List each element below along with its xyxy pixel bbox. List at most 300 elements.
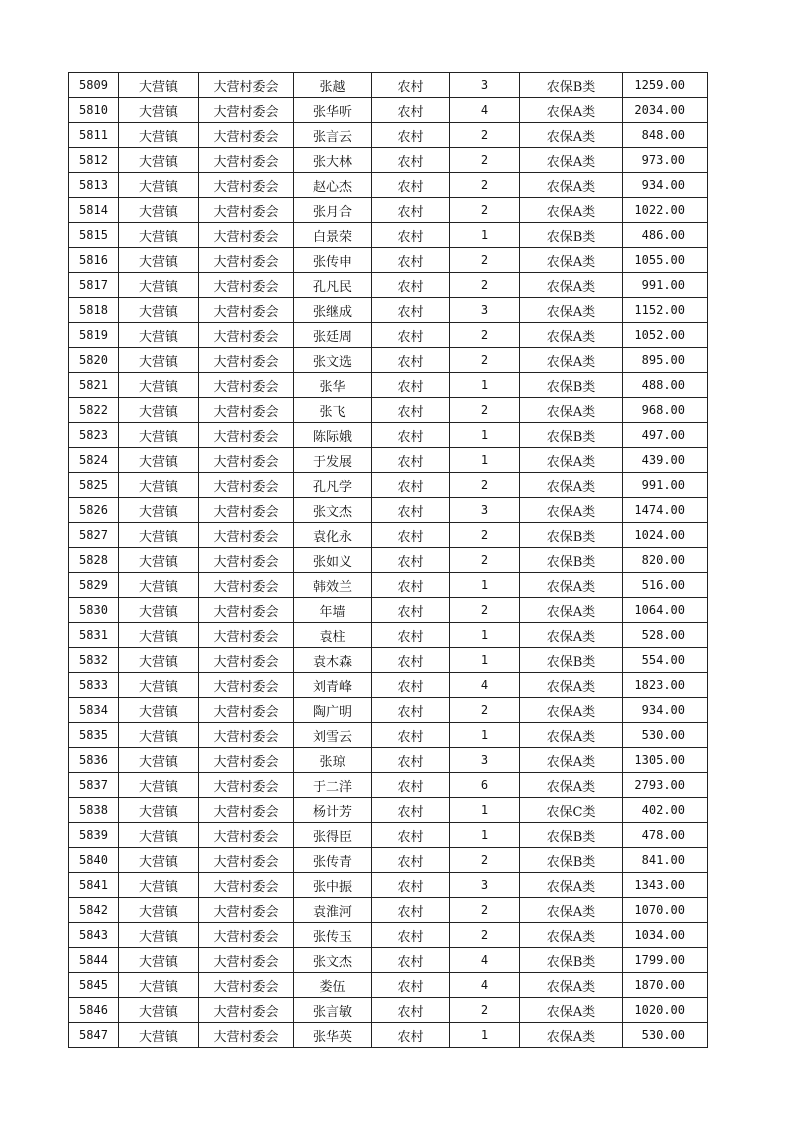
cell-type: 农村 xyxy=(372,598,450,623)
table-row xyxy=(69,223,708,248)
cell-name: 刘雪云 xyxy=(294,723,372,748)
cell-type: 农村 xyxy=(372,123,450,148)
cell-category: 农保A类 xyxy=(520,198,623,223)
cell-committee: 大营村委会 xyxy=(199,198,294,223)
cell-type: 农村 xyxy=(372,298,450,323)
cell-type: 农村 xyxy=(372,323,450,348)
cell-name: 张大林 xyxy=(294,148,372,173)
cell-count: 1 xyxy=(450,573,520,598)
cell-id: 5834 xyxy=(69,698,119,723)
cell-amount: 1799.00 xyxy=(623,948,708,973)
cell-name: 张琼 xyxy=(294,748,372,773)
cell-id: 5841 xyxy=(69,873,119,898)
table-row xyxy=(69,848,708,873)
table-row xyxy=(69,973,708,998)
table-row xyxy=(69,823,708,848)
cell-id: 5812 xyxy=(69,148,119,173)
cell-category: 农保A类 xyxy=(520,1023,623,1048)
table-row xyxy=(69,198,708,223)
table-row xyxy=(69,923,708,948)
cell-category: 农保A类 xyxy=(520,748,623,773)
cell-count: 2 xyxy=(450,523,520,548)
cell-category: 农保B类 xyxy=(520,848,623,873)
cell-category: 农保A类 xyxy=(520,148,623,173)
cell-town: 大营镇 xyxy=(119,698,199,723)
cell-committee: 大营村委会 xyxy=(199,823,294,848)
table-row xyxy=(69,523,708,548)
cell-amount: 516.00 xyxy=(623,573,708,598)
cell-committee: 大营村委会 xyxy=(199,298,294,323)
cell-amount: 841.00 xyxy=(623,848,708,873)
cell-count: 2 xyxy=(450,848,520,873)
cell-name: 张继成 xyxy=(294,298,372,323)
cell-name: 张传申 xyxy=(294,248,372,273)
table-body xyxy=(69,73,708,1048)
cell-committee: 大营村委会 xyxy=(199,798,294,823)
cell-count: 2 xyxy=(450,998,520,1023)
cell-type: 农村 xyxy=(372,773,450,798)
cell-name: 袁淮河 xyxy=(294,898,372,923)
cell-category: 农保A类 xyxy=(520,173,623,198)
cell-id: 5822 xyxy=(69,398,119,423)
cell-amount: 2793.00 xyxy=(623,773,708,798)
cell-id: 5827 xyxy=(69,523,119,548)
cell-name: 张华听 xyxy=(294,98,372,123)
cell-type: 农村 xyxy=(372,973,450,998)
cell-category: 农保B类 xyxy=(520,648,623,673)
cell-type: 农村 xyxy=(372,273,450,298)
cell-town: 大营镇 xyxy=(119,248,199,273)
cell-category: 农保A类 xyxy=(520,873,623,898)
cell-type: 农村 xyxy=(372,998,450,1023)
cell-category: 农保A类 xyxy=(520,448,623,473)
cell-count: 2 xyxy=(450,548,520,573)
cell-id: 5829 xyxy=(69,573,119,598)
cell-amount: 991.00 xyxy=(623,273,708,298)
cell-category: 农保B类 xyxy=(520,523,623,548)
cell-category: 农保A类 xyxy=(520,248,623,273)
cell-committee: 大营村委会 xyxy=(199,673,294,698)
cell-count: 3 xyxy=(450,748,520,773)
cell-name: 张华 xyxy=(294,373,372,398)
cell-committee: 大营村委会 xyxy=(199,723,294,748)
cell-committee: 大营村委会 xyxy=(199,323,294,348)
cell-amount: 530.00 xyxy=(623,1023,708,1048)
cell-town: 大营镇 xyxy=(119,673,199,698)
cell-name: 孔凡学 xyxy=(294,473,372,498)
cell-type: 农村 xyxy=(372,698,450,723)
cell-type: 农村 xyxy=(372,348,450,373)
cell-count: 1 xyxy=(450,723,520,748)
cell-amount: 1034.00 xyxy=(623,923,708,948)
cell-count: 2 xyxy=(450,398,520,423)
cell-amount: 1064.00 xyxy=(623,598,708,623)
cell-count: 1 xyxy=(450,623,520,648)
cell-name: 杨计芳 xyxy=(294,798,372,823)
cell-amount: 1343.00 xyxy=(623,873,708,898)
cell-amount: 895.00 xyxy=(623,348,708,373)
cell-id: 5835 xyxy=(69,723,119,748)
cell-category: 农保A类 xyxy=(520,898,623,923)
cell-category: 农保B类 xyxy=(520,223,623,248)
table-row xyxy=(69,273,708,298)
cell-committee: 大营村委会 xyxy=(199,248,294,273)
cell-id: 5838 xyxy=(69,798,119,823)
table-row xyxy=(69,98,708,123)
cell-count: 2 xyxy=(450,348,520,373)
cell-type: 农村 xyxy=(372,1023,450,1048)
cell-type: 农村 xyxy=(372,923,450,948)
cell-town: 大营镇 xyxy=(119,823,199,848)
cell-town: 大营镇 xyxy=(119,498,199,523)
cell-town: 大营镇 xyxy=(119,948,199,973)
cell-amount: 1055.00 xyxy=(623,248,708,273)
cell-name: 刘青峰 xyxy=(294,673,372,698)
table-row xyxy=(69,798,708,823)
cell-category: 农保B类 xyxy=(520,373,623,398)
cell-count: 2 xyxy=(450,248,520,273)
cell-category: 农保A类 xyxy=(520,623,623,648)
cell-category: 农保B类 xyxy=(520,948,623,973)
cell-type: 农村 xyxy=(372,423,450,448)
cell-name: 张文选 xyxy=(294,348,372,373)
cell-town: 大营镇 xyxy=(119,148,199,173)
cell-id: 5809 xyxy=(69,73,119,98)
cell-town: 大营镇 xyxy=(119,348,199,373)
cell-name: 陈际娥 xyxy=(294,423,372,448)
cell-id: 5820 xyxy=(69,348,119,373)
cell-type: 农村 xyxy=(372,573,450,598)
cell-town: 大营镇 xyxy=(119,798,199,823)
table-row xyxy=(69,398,708,423)
cell-town: 大营镇 xyxy=(119,398,199,423)
cell-committee: 大营村委会 xyxy=(199,473,294,498)
cell-type: 农村 xyxy=(372,873,450,898)
cell-id: 5832 xyxy=(69,648,119,673)
cell-committee: 大营村委会 xyxy=(199,923,294,948)
table-row xyxy=(69,348,708,373)
table-row xyxy=(69,148,708,173)
cell-type: 农村 xyxy=(372,898,450,923)
cell-committee: 大营村委会 xyxy=(199,998,294,1023)
cell-name: 于二洋 xyxy=(294,773,372,798)
cell-amount: 486.00 xyxy=(623,223,708,248)
cell-town: 大营镇 xyxy=(119,998,199,1023)
cell-amount: 488.00 xyxy=(623,373,708,398)
cell-amount: 1259.00 xyxy=(623,73,708,98)
cell-town: 大营镇 xyxy=(119,848,199,873)
cell-committee: 大营村委会 xyxy=(199,73,294,98)
table-row xyxy=(69,548,708,573)
cell-type: 农村 xyxy=(372,673,450,698)
cell-category: 农保A类 xyxy=(520,498,623,523)
cell-type: 农村 xyxy=(372,498,450,523)
cell-town: 大营镇 xyxy=(119,373,199,398)
cell-town: 大营镇 xyxy=(119,523,199,548)
cell-category: 农保A类 xyxy=(520,298,623,323)
cell-type: 农村 xyxy=(372,148,450,173)
table-row xyxy=(69,323,708,348)
cell-town: 大营镇 xyxy=(119,423,199,448)
cell-id: 5845 xyxy=(69,973,119,998)
cell-count: 2 xyxy=(450,198,520,223)
cell-name: 张华英 xyxy=(294,1023,372,1048)
cell-committee: 大营村委会 xyxy=(199,773,294,798)
cell-name: 袁木森 xyxy=(294,648,372,673)
table-row xyxy=(69,123,708,148)
cell-committee: 大营村委会 xyxy=(199,98,294,123)
cell-id: 5811 xyxy=(69,123,119,148)
table-row xyxy=(69,498,708,523)
cell-amount: 497.00 xyxy=(623,423,708,448)
cell-count: 1 xyxy=(450,373,520,398)
cell-committee: 大营村委会 xyxy=(199,498,294,523)
cell-id: 5825 xyxy=(69,473,119,498)
cell-category: 农保A类 xyxy=(520,273,623,298)
cell-town: 大营镇 xyxy=(119,973,199,998)
cell-amount: 1024.00 xyxy=(623,523,708,548)
cell-town: 大营镇 xyxy=(119,598,199,623)
cell-name: 白景荣 xyxy=(294,223,372,248)
table-row xyxy=(69,898,708,923)
cell-count: 4 xyxy=(450,673,520,698)
cell-town: 大营镇 xyxy=(119,273,199,298)
cell-count: 2 xyxy=(450,598,520,623)
cell-committee: 大营村委会 xyxy=(199,173,294,198)
cell-type: 农村 xyxy=(372,948,450,973)
cell-town: 大营镇 xyxy=(119,573,199,598)
cell-name: 袁柱 xyxy=(294,623,372,648)
cell-amount: 934.00 xyxy=(623,698,708,723)
cell-committee: 大营村委会 xyxy=(199,973,294,998)
table-row xyxy=(69,473,708,498)
cell-amount: 934.00 xyxy=(623,173,708,198)
cell-amount: 1870.00 xyxy=(623,973,708,998)
cell-committee: 大营村委会 xyxy=(199,398,294,423)
cell-type: 农村 xyxy=(372,398,450,423)
cell-id: 5837 xyxy=(69,773,119,798)
cell-town: 大营镇 xyxy=(119,323,199,348)
cell-category: 农保C类 xyxy=(520,798,623,823)
cell-count: 3 xyxy=(450,498,520,523)
cell-category: 农保B类 xyxy=(520,73,623,98)
cell-count: 2 xyxy=(450,698,520,723)
cell-count: 2 xyxy=(450,123,520,148)
cell-count: 1 xyxy=(450,648,520,673)
cell-committee: 大营村委会 xyxy=(199,148,294,173)
cell-town: 大营镇 xyxy=(119,98,199,123)
cell-town: 大营镇 xyxy=(119,473,199,498)
cell-committee: 大营村委会 xyxy=(199,698,294,723)
cell-count: 4 xyxy=(450,948,520,973)
cell-category: 农保A类 xyxy=(520,573,623,598)
cell-id: 5846 xyxy=(69,998,119,1023)
table-row xyxy=(69,623,708,648)
table-row xyxy=(69,998,708,1023)
cell-id: 5824 xyxy=(69,448,119,473)
cell-name: 张文杰 xyxy=(294,948,372,973)
cell-name: 张得臣 xyxy=(294,823,372,848)
cell-type: 农村 xyxy=(372,848,450,873)
cell-town: 大营镇 xyxy=(119,73,199,98)
cell-type: 农村 xyxy=(372,73,450,98)
cell-name: 张言云 xyxy=(294,123,372,148)
cell-category: 农保A类 xyxy=(520,998,623,1023)
cell-amount: 848.00 xyxy=(623,123,708,148)
table-row xyxy=(69,573,708,598)
cell-type: 农村 xyxy=(372,373,450,398)
cell-id: 5814 xyxy=(69,198,119,223)
table-row xyxy=(69,373,708,398)
cell-name: 张如义 xyxy=(294,548,372,573)
table-row xyxy=(69,748,708,773)
cell-town: 大营镇 xyxy=(119,123,199,148)
cell-count: 1 xyxy=(450,823,520,848)
cell-id: 5826 xyxy=(69,498,119,523)
cell-name: 张中振 xyxy=(294,873,372,898)
cell-amount: 530.00 xyxy=(623,723,708,748)
cell-name: 孔凡民 xyxy=(294,273,372,298)
cell-amount: 554.00 xyxy=(623,648,708,673)
cell-type: 农村 xyxy=(372,198,450,223)
cell-town: 大营镇 xyxy=(119,898,199,923)
cell-town: 大营镇 xyxy=(119,198,199,223)
cell-category: 农保A类 xyxy=(520,723,623,748)
cell-town: 大营镇 xyxy=(119,223,199,248)
cell-count: 6 xyxy=(450,773,520,798)
cell-amount: 1020.00 xyxy=(623,998,708,1023)
cell-type: 农村 xyxy=(372,223,450,248)
cell-category: 农保A类 xyxy=(520,698,623,723)
cell-amount: 968.00 xyxy=(623,398,708,423)
cell-committee: 大营村委会 xyxy=(199,223,294,248)
cell-name: 张月合 xyxy=(294,198,372,223)
cell-id: 5830 xyxy=(69,598,119,623)
table-row xyxy=(69,648,708,673)
cell-amount: 2034.00 xyxy=(623,98,708,123)
cell-count: 1 xyxy=(450,223,520,248)
cell-name: 张言敏 xyxy=(294,998,372,1023)
cell-id: 5813 xyxy=(69,173,119,198)
cell-amount: 1022.00 xyxy=(623,198,708,223)
cell-committee: 大营村委会 xyxy=(199,1023,294,1048)
cell-id: 5847 xyxy=(69,1023,119,1048)
cell-id: 5821 xyxy=(69,373,119,398)
cell-amount: 1052.00 xyxy=(623,323,708,348)
cell-id: 5833 xyxy=(69,673,119,698)
cell-name: 于发展 xyxy=(294,448,372,473)
cell-amount: 1823.00 xyxy=(623,673,708,698)
table-row xyxy=(69,448,708,473)
cell-category: 农保A类 xyxy=(520,398,623,423)
cell-type: 农村 xyxy=(372,823,450,848)
table-row xyxy=(69,73,708,98)
table-row xyxy=(69,1023,708,1048)
table-row xyxy=(69,698,708,723)
cell-committee: 大营村委会 xyxy=(199,523,294,548)
cell-name: 赵心杰 xyxy=(294,173,372,198)
cell-amount: 1070.00 xyxy=(623,898,708,923)
cell-name: 韩效兰 xyxy=(294,573,372,598)
table-row xyxy=(69,948,708,973)
cell-committee: 大营村委会 xyxy=(199,898,294,923)
cell-name: 袁化永 xyxy=(294,523,372,548)
cell-name: 年墙 xyxy=(294,598,372,623)
cell-name: 陶广明 xyxy=(294,698,372,723)
cell-id: 5817 xyxy=(69,273,119,298)
cell-id: 5831 xyxy=(69,623,119,648)
cell-committee: 大营村委会 xyxy=(199,348,294,373)
cell-committee: 大营村委会 xyxy=(199,598,294,623)
cell-committee: 大营村委会 xyxy=(199,623,294,648)
cell-name: 张传玉 xyxy=(294,923,372,948)
cell-committee: 大营村委会 xyxy=(199,848,294,873)
cell-amount: 991.00 xyxy=(623,473,708,498)
cell-category: 农保A类 xyxy=(520,98,623,123)
cell-committee: 大营村委会 xyxy=(199,748,294,773)
cell-name: 娄伍 xyxy=(294,973,372,998)
cell-committee: 大营村委会 xyxy=(199,948,294,973)
cell-count: 3 xyxy=(450,873,520,898)
cell-town: 大营镇 xyxy=(119,773,199,798)
cell-town: 大营镇 xyxy=(119,548,199,573)
cell-committee: 大营村委会 xyxy=(199,448,294,473)
cell-town: 大营镇 xyxy=(119,748,199,773)
cell-count: 3 xyxy=(450,298,520,323)
cell-type: 农村 xyxy=(372,473,450,498)
cell-id: 5823 xyxy=(69,423,119,448)
table-row xyxy=(69,423,708,448)
cell-count: 3 xyxy=(450,73,520,98)
cell-category: 农保A类 xyxy=(520,923,623,948)
cell-name: 张传青 xyxy=(294,848,372,873)
cell-type: 农村 xyxy=(372,98,450,123)
cell-id: 5844 xyxy=(69,948,119,973)
table-row xyxy=(69,723,708,748)
cell-amount: 820.00 xyxy=(623,548,708,573)
cell-name: 张飞 xyxy=(294,398,372,423)
cell-category: 农保A类 xyxy=(520,123,623,148)
cell-name: 张越 xyxy=(294,73,372,98)
cell-count: 2 xyxy=(450,273,520,298)
cell-category: 农保B类 xyxy=(520,548,623,573)
cell-type: 农村 xyxy=(372,623,450,648)
table-row xyxy=(69,248,708,273)
cell-id: 5819 xyxy=(69,323,119,348)
cell-count: 1 xyxy=(450,798,520,823)
cell-id: 5810 xyxy=(69,98,119,123)
cell-town: 大营镇 xyxy=(119,448,199,473)
cell-committee: 大营村委会 xyxy=(199,273,294,298)
record-table xyxy=(68,72,708,1048)
table-row xyxy=(69,873,708,898)
cell-amount: 1474.00 xyxy=(623,498,708,523)
cell-count: 1 xyxy=(450,1023,520,1048)
cell-category: 农保A类 xyxy=(520,348,623,373)
cell-category: 农保B类 xyxy=(520,423,623,448)
cell-id: 5839 xyxy=(69,823,119,848)
cell-town: 大营镇 xyxy=(119,648,199,673)
cell-type: 农村 xyxy=(372,648,450,673)
cell-committee: 大营村委会 xyxy=(199,423,294,448)
cell-committee: 大营村委会 xyxy=(199,548,294,573)
cell-town: 大营镇 xyxy=(119,298,199,323)
cell-amount: 1305.00 xyxy=(623,748,708,773)
cell-amount: 1152.00 xyxy=(623,298,708,323)
cell-count: 4 xyxy=(450,973,520,998)
cell-type: 农村 xyxy=(372,548,450,573)
cell-type: 农村 xyxy=(372,448,450,473)
